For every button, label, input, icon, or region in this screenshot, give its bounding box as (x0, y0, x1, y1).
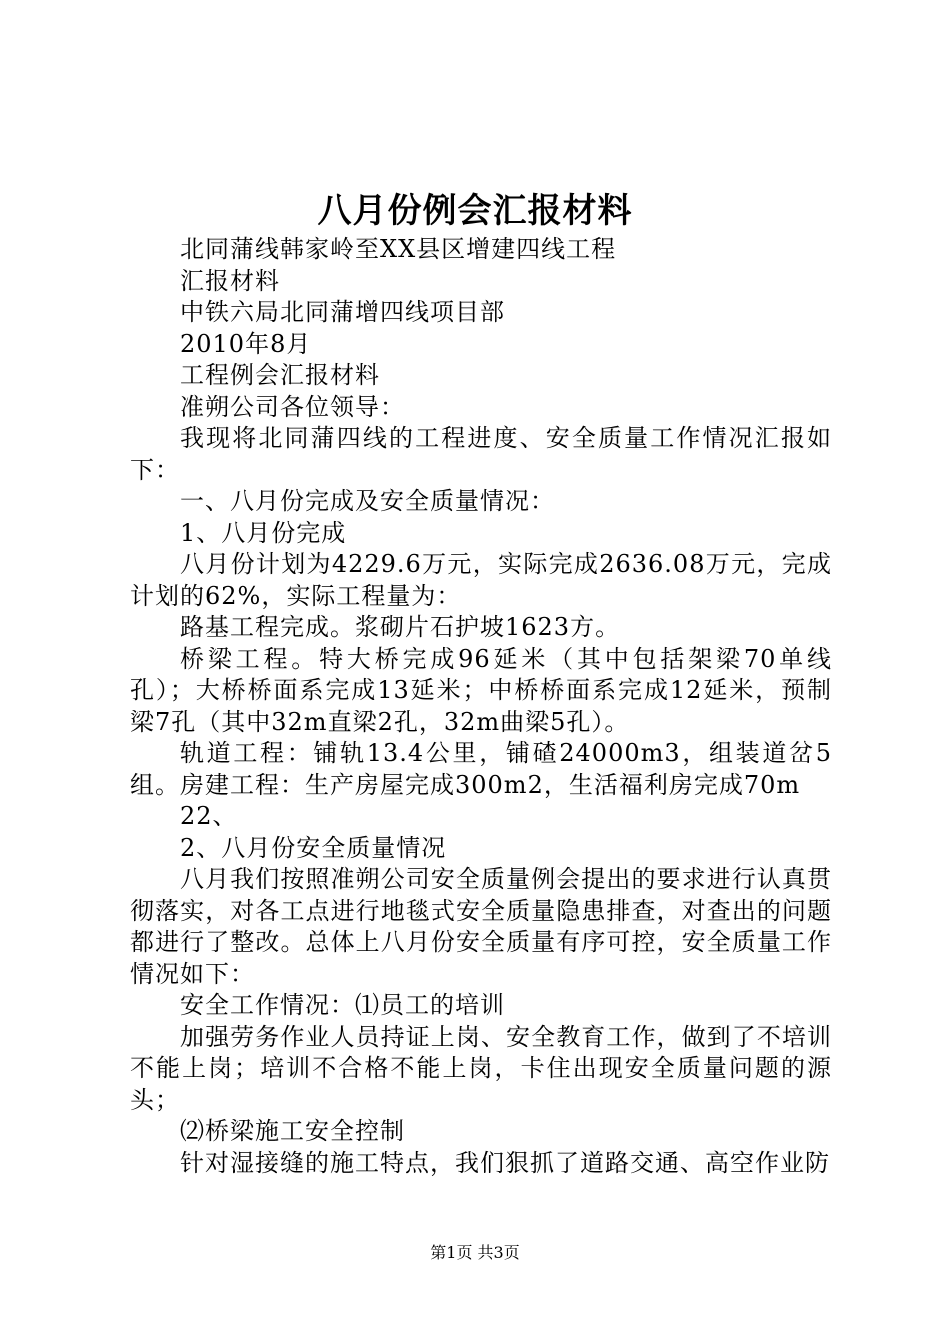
paragraph-safety-training-heading: 安全工作情况：⑴员工的培训 (180, 991, 505, 1019)
heading-subsection-1: 1、八月份完成 (180, 518, 347, 547)
paragraph-department: 中铁六局北同蒲增四线项目部 (180, 298, 505, 326)
paragraph-date: 2010年8月 (180, 329, 312, 358)
paragraph-plan-completion: 八月份计划为4229.6万元，实际完成2636.08万元，完成计划的62%，实际工程量为： (130, 550, 832, 610)
page-footer: 第1页 共3页 (430, 1243, 520, 1262)
document-title: 八月份例会汇报材料 (317, 191, 633, 231)
paragraph-track: 轨道工程：铺轨13.4公里，铺碴24000m3，组装道岔5组。房建工程：生产房屋完成300m2，生活福利房完成70m (130, 739, 832, 799)
paragraph-joint-construction: 针对湿接缝的施工特点，我们狠抓了道路交通、高空作业防 (180, 1148, 830, 1177)
paragraph-report-label: 汇报材料 (180, 266, 280, 295)
heading-subsection-2: 2、八月份安全质量情况 (180, 833, 447, 862)
paragraph-intro: 我现将北同蒲四线的工程进度、安全质量工作情况汇报如下： (130, 424, 832, 484)
paragraph-project-name: 北同蒲线韩家岭至XX县区增建四线工程 (180, 235, 617, 263)
heading-section-1: 一、八月份完成及安全质量情况： (180, 487, 555, 515)
paragraph-subgrade: 路基工程完成。浆砌片石护坡1623方。 (180, 613, 621, 641)
paragraph-fragment: 22、 (180, 802, 238, 830)
paragraph-meeting-report: 工程例会汇报材料 (180, 361, 380, 389)
paragraph-salutation: 准朔公司各位领导： (180, 392, 405, 421)
paragraph-training: 加强劳务作业人员持证上岗、安全教育工作，做到了不培训不能上岗；培训不合格不能上岗，卡住出现安全质量问题的源头； (130, 1022, 832, 1114)
paragraph-safety-overview: 八月我们按照准朔公司安全质量例会提出的要求进行认真贯彻落实，对各工点进行地毯式安全质量隐患排查，对查出的问题都进行了整改。总体上八月份安全质量有序可控，安全质量工作情况如下： (130, 865, 832, 988)
document-body (130, 234, 832, 1179)
paragraph-bridge-safety-heading: ⑵桥梁施工安全控制 (180, 1117, 405, 1145)
paragraph-bridge: 桥梁工程。特大桥完成96延米（其中包括架梁70单线孔）；大桥桥面系完成13延米；中桥桥面系完成12延米，预制梁7孔（其中32m直梁2孔，32m曲梁5孔）。 (130, 644, 832, 736)
